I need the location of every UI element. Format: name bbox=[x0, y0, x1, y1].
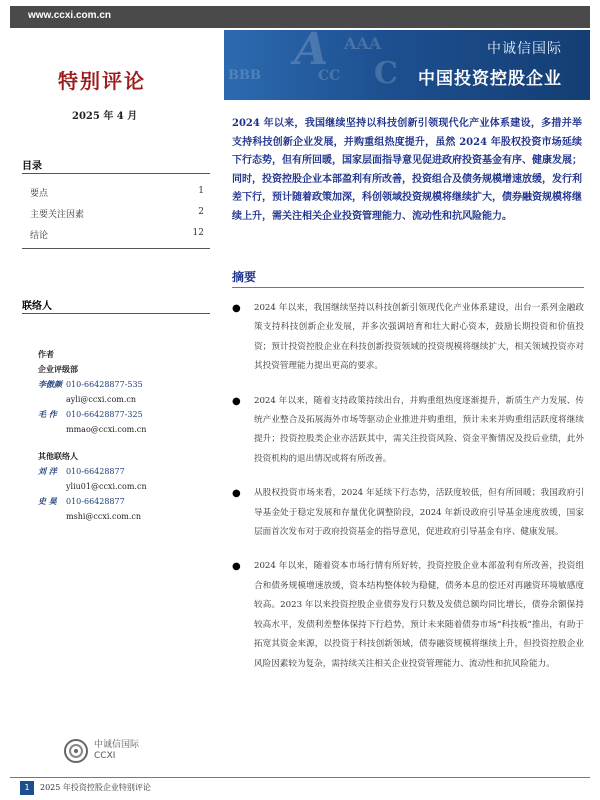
banner-watermark: A bbox=[294, 30, 329, 75]
toc-heading: 目录 bbox=[22, 161, 42, 172]
bullet-dot-icon: ● bbox=[232, 303, 241, 314]
contact-phone[interactable]: 010-66428877 bbox=[66, 467, 125, 476]
contacts-block bbox=[38, 347, 198, 524]
bullet-text: 2024 年以来，我国继续坚持以科技创新引领现代化产业体系建设，出台一系列金融政策支持科技创新企业发展，并多次强调培育和壮大耐心资本，鼓励长期投资和价值投资；预计投资控股企业在科技创新投资领域的投资规模将继续扩大，相关领域投资亦对其投资管理能力提出更高的要求。 bbox=[254, 303, 584, 372]
abstract-bullet bbox=[232, 484, 584, 542]
banner-watermark: CC bbox=[318, 68, 341, 84]
banner-watermark: C bbox=[374, 56, 398, 91]
abstract-bullet bbox=[232, 392, 584, 470]
contact-email[interactable]: ayli@ccxi.com.cn bbox=[66, 395, 137, 404]
bullet-dot-icon: ● bbox=[232, 395, 241, 407]
logo-mark-icon bbox=[62, 738, 90, 764]
contact-phone[interactable]: 010-66428877 bbox=[66, 497, 125, 506]
logo-en: CCXI bbox=[94, 751, 116, 761]
toc-item[interactable] bbox=[30, 228, 204, 249]
bullet-text: 2024 年以来，随着支持政策持续出台，并购重组热度逐渐提升，新质生产力发展、传统产业整合及拓展海外市场等驱动企业推进并购重组，预计未来并购重组活跃度将继续提升；投资控股类企业亦活跃其中，需关注投资风险、资金平衡情况及投后业绩，此外投资机构的退出情况或将有所改善。 bbox=[254, 395, 584, 464]
contact-spacer bbox=[38, 437, 198, 449]
bullet-dot-icon: ● bbox=[232, 561, 241, 573]
contact-row bbox=[38, 407, 198, 422]
toc-item-page: 1 bbox=[198, 186, 204, 196]
report-date: 2025 年 4 月 bbox=[72, 111, 138, 122]
contact-phone[interactable]: 010-66428877-325 bbox=[66, 410, 143, 419]
contact-row bbox=[38, 377, 198, 392]
toc-item-label: 要点 bbox=[30, 189, 49, 199]
contact-name: 李傲颜 bbox=[38, 379, 62, 389]
table-of-contents bbox=[30, 186, 204, 249]
lead-summary: 2024 年以来，我国继续坚持以科技创新引领现代化产业体系建设，多措并举支持科技创新企业发展，并购重组热度提升，虽然 2024 年股权投资市场延续下行态势，但有所回暖，国家层面指导意见促进政府投资基金有序、健康发展；同时，投资控股企业本部盈利有所改善，投资组合及债务规模增速放缓，发行利差下行，预计随着政策加深，科创领域投资规模将继续扩大，债券融资规模将继续上升，需关注相关企业投资管理能力、流动性和抗风险能力。 bbox=[232, 118, 582, 222]
toc-divider bbox=[22, 173, 210, 174]
contact-row bbox=[38, 464, 198, 479]
logo-text bbox=[94, 740, 139, 762]
toc-item[interactable] bbox=[30, 207, 204, 228]
banner-brand: 中诚信国际 bbox=[487, 41, 562, 57]
authors-label: 作者 bbox=[38, 349, 54, 359]
toc-item-label: 结论 bbox=[30, 231, 49, 241]
toc-item-page: 12 bbox=[192, 228, 204, 238]
toc-item-label: 主要关注因素 bbox=[30, 210, 85, 220]
top-bar bbox=[10, 6, 590, 28]
contact-phone[interactable]: 010-66428877-535 bbox=[66, 380, 143, 389]
abstract-bullets bbox=[232, 299, 584, 689]
site-url[interactable]: www.ccxi.com.cn bbox=[28, 10, 111, 21]
footer-divider bbox=[10, 777, 590, 778]
contact-email[interactable]: mshi@ccxi.com.cn bbox=[66, 512, 142, 521]
dept-label: 企业评级部 bbox=[38, 364, 78, 374]
bullet-text: 2024 年以来，随着资本市场行情有所好转，投资控股企业本部盈利有所改善，投资组合和债务规模增速放缓，资本结构整体较为稳健，债务本息的偿还对再融资环境敏感度较高。2023 年以来投资控股企业债券发行只数及发债总额均同比增长，债券余额保持较高水平，发债利差整体保持下行趋势，预计未来随着债券市场“科技板”推出，有助于拓宽其资金来源，以投资于科技创新领域，债券融资规模将继续上升，但投资控股企业风险因素较为复杂，需持续关注相关企业投资管理能力、流动性和抗风险能力。 bbox=[254, 561, 584, 669]
contact-email[interactable]: yliu01@ccxi.com.cn bbox=[66, 482, 147, 491]
contacts-divider bbox=[22, 313, 210, 314]
abstract-heading: 摘要 bbox=[232, 270, 257, 284]
bullet-text: 从股权投资市场来看，2024 年延续下行态势，活跃度较低，但有所回暖；我国政府引导基金处于稳定发展和存量优化调整阶段，2024 年新设政府引导基金速度放缓，国家层面首次发布对于政府投资基金的指导意见，促进政府引导基金有序、健康发展。 bbox=[254, 488, 584, 538]
abstract-divider bbox=[232, 287, 584, 288]
contact-name: 刘 洋 bbox=[38, 466, 57, 476]
logo-cn: 中诚信国际 bbox=[94, 740, 140, 750]
banner-watermark: BBB bbox=[228, 68, 261, 83]
footer-title: 2025 年投资控股企业特别评论 bbox=[40, 783, 151, 792]
abstract-bullet bbox=[232, 299, 584, 377]
bullet-dot-icon: ● bbox=[232, 488, 241, 500]
contacts-heading: 联络人 bbox=[22, 301, 52, 312]
header-banner bbox=[224, 30, 590, 100]
banner-watermark: AAA bbox=[344, 34, 382, 53]
contact-name: 史 昊 bbox=[38, 496, 57, 506]
toc-item-page: 2 bbox=[198, 207, 204, 217]
page-number: 1 bbox=[20, 781, 34, 795]
ccxi-logo bbox=[62, 738, 139, 764]
banner-title: 中国投资控股企业 bbox=[418, 69, 562, 89]
toc-item[interactable] bbox=[30, 186, 204, 207]
contact-name: 毛 作 bbox=[38, 409, 57, 419]
contact-row bbox=[38, 494, 198, 509]
toc-bottom-divider bbox=[22, 248, 210, 249]
contact-email[interactable]: mmao@ccxi.com.cn bbox=[66, 425, 147, 434]
other-contacts-label: 其他联络人 bbox=[38, 451, 78, 461]
report-type: 特别评论 bbox=[58, 69, 146, 93]
abstract-bullet bbox=[232, 557, 584, 673]
